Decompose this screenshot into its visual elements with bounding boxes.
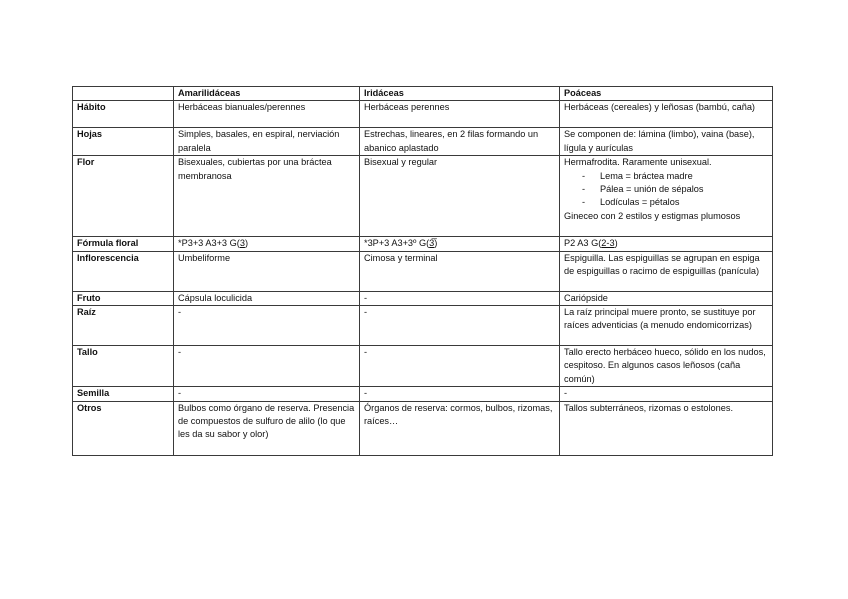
header-cell-empty	[73, 87, 174, 101]
cell-raiz-amarilidaceas: -	[174, 306, 360, 346]
formula-text: *3P+3 A3+3º G(	[364, 238, 430, 249]
cell-semilla-poaceas: -	[560, 387, 773, 401]
header-cell-amarilidaceas: Amarilidáceas	[174, 87, 360, 101]
flor-poaceas-intro: Hermafrodita. Raramente unisexual.	[564, 157, 712, 168]
row-label-flor: Flor	[73, 156, 174, 237]
formula-text: )	[244, 238, 248, 249]
cell-flor-iridaceas: Bisexual y regular	[360, 156, 560, 237]
cell-flor-poaceas	[560, 156, 773, 237]
formula-text: P2 A3 G(	[564, 238, 602, 249]
table-row-raiz	[73, 306, 773, 346]
cell-semilla-amarilidaceas: -	[174, 387, 360, 401]
table-row-semilla	[73, 387, 773, 401]
cell-semilla-iridaceas: -	[360, 387, 560, 401]
formula-text: )	[614, 238, 618, 249]
row-label-semilla: Semilla	[73, 387, 174, 401]
cell-fruto-iridaceas: -	[360, 291, 560, 305]
formula-ovary-count: 3	[239, 238, 245, 249]
formula-ovary-count: 2-3	[601, 238, 615, 249]
cell-hojas-amarilidaceas: Simples, basales, en espiral, nerviación paralela	[174, 128, 360, 156]
formula-text: )	[434, 238, 438, 249]
flor-poaceas-list	[564, 170, 768, 210]
cell-habito-amarilidaceas: Herbáceas bianuales/perennes	[174, 101, 360, 128]
cell-otros-amarilidaceas: Bulbos como órgano de reserva. Presencia de compuestos de sulfuro de alilo (lo que les da su sabor y olor)	[174, 401, 360, 455]
cell-inflorescencia-iridaceas: Cimosa y terminal	[360, 251, 560, 291]
row-label-inflorescencia: Inflorescencia	[73, 251, 174, 291]
table-row-fruto	[73, 291, 773, 305]
formula-text: *P3+3 A3+3 G(	[178, 238, 240, 249]
table-row-tallo	[73, 346, 773, 387]
cell-tallo-amarilidaceas: -	[174, 346, 360, 387]
table-row-formula-floral	[73, 237, 773, 251]
row-label-hojas: Hojas	[73, 128, 174, 156]
row-label-fruto: Fruto	[73, 291, 174, 305]
cell-fruto-poaceas: Cariópside	[560, 291, 773, 305]
flor-poaceas-outro: Gineceo con 2 estilos y estigmas plumosos	[564, 210, 741, 221]
cell-fruto-amarilidaceas: Cápsula loculicida	[174, 291, 360, 305]
table-row-inflorescencia	[73, 251, 773, 291]
cell-raiz-iridaceas: -	[360, 306, 560, 346]
row-label-tallo: Tallo	[73, 346, 174, 387]
row-label-raiz: Raíz	[73, 306, 174, 346]
list-item: - Pálea = unión de sépalos	[582, 183, 768, 196]
header-cell-poaceas: Poáceas	[560, 87, 773, 101]
cell-otros-poaceas: Tallos subterráneos, rizomas o estolones.	[560, 401, 773, 455]
table-row-hojas	[73, 128, 773, 156]
cell-inflorescencia-poaceas: Espiguilla. Las espiguillas se agrupan en espiga de espiguillas o racimo de espiguillas (panícula)	[560, 251, 773, 291]
table-row-habito	[73, 101, 773, 128]
header-cell-iridaceas: Iridáceas	[360, 87, 560, 101]
cell-formula-poaceas	[560, 237, 773, 251]
comparison-table	[72, 86, 773, 456]
formula-ovary-count: 3̅	[429, 238, 435, 249]
cell-formula-iridaceas	[360, 237, 560, 251]
cell-flor-amarilidaceas: Bisexuales, cubiertas por una bráctea membranosa	[174, 156, 360, 237]
cell-habito-poaceas: Herbáceas (cereales) y leñosas (bambú, caña)	[560, 101, 773, 128]
cell-formula-amarilidaceas	[174, 237, 360, 251]
cell-tallo-poaceas: Tallo erecto herbáceo hueco, sólido en los nudos, cespitoso. En algunos casos leñosos (caña común)	[560, 346, 773, 387]
row-label-otros: Otros	[73, 401, 174, 455]
row-label-formula-floral: Fórmula floral	[73, 237, 174, 251]
table-header-row	[73, 87, 773, 101]
cell-tallo-iridaceas: -	[360, 346, 560, 387]
list-item: - Lodículas = pétalos	[582, 196, 768, 209]
cell-raiz-poaceas: La raíz principal muere pronto, se sustituye por raíces adventicias (a menudo endomicorrizas)	[560, 306, 773, 346]
cell-otros-iridaceas: Órganos de reserva: cormos, bulbos, rizomas, raíces…	[360, 401, 560, 455]
row-label-habito: Hábito	[73, 101, 174, 128]
cell-hojas-poaceas: Se componen de: lámina (limbo), vaina (base), lígula y aurículas	[560, 128, 773, 156]
cell-hojas-iridaceas: Estrechas, lineares, en 2 filas formando un abanico aplastado	[360, 128, 560, 156]
cell-habito-iridaceas: Herbáceas perennes	[360, 101, 560, 128]
list-item: - Lema = bráctea madre	[582, 170, 768, 183]
table-row-flor	[73, 156, 773, 237]
table-row-otros	[73, 401, 773, 455]
cell-inflorescencia-amarilidaceas: Umbeliforme	[174, 251, 360, 291]
